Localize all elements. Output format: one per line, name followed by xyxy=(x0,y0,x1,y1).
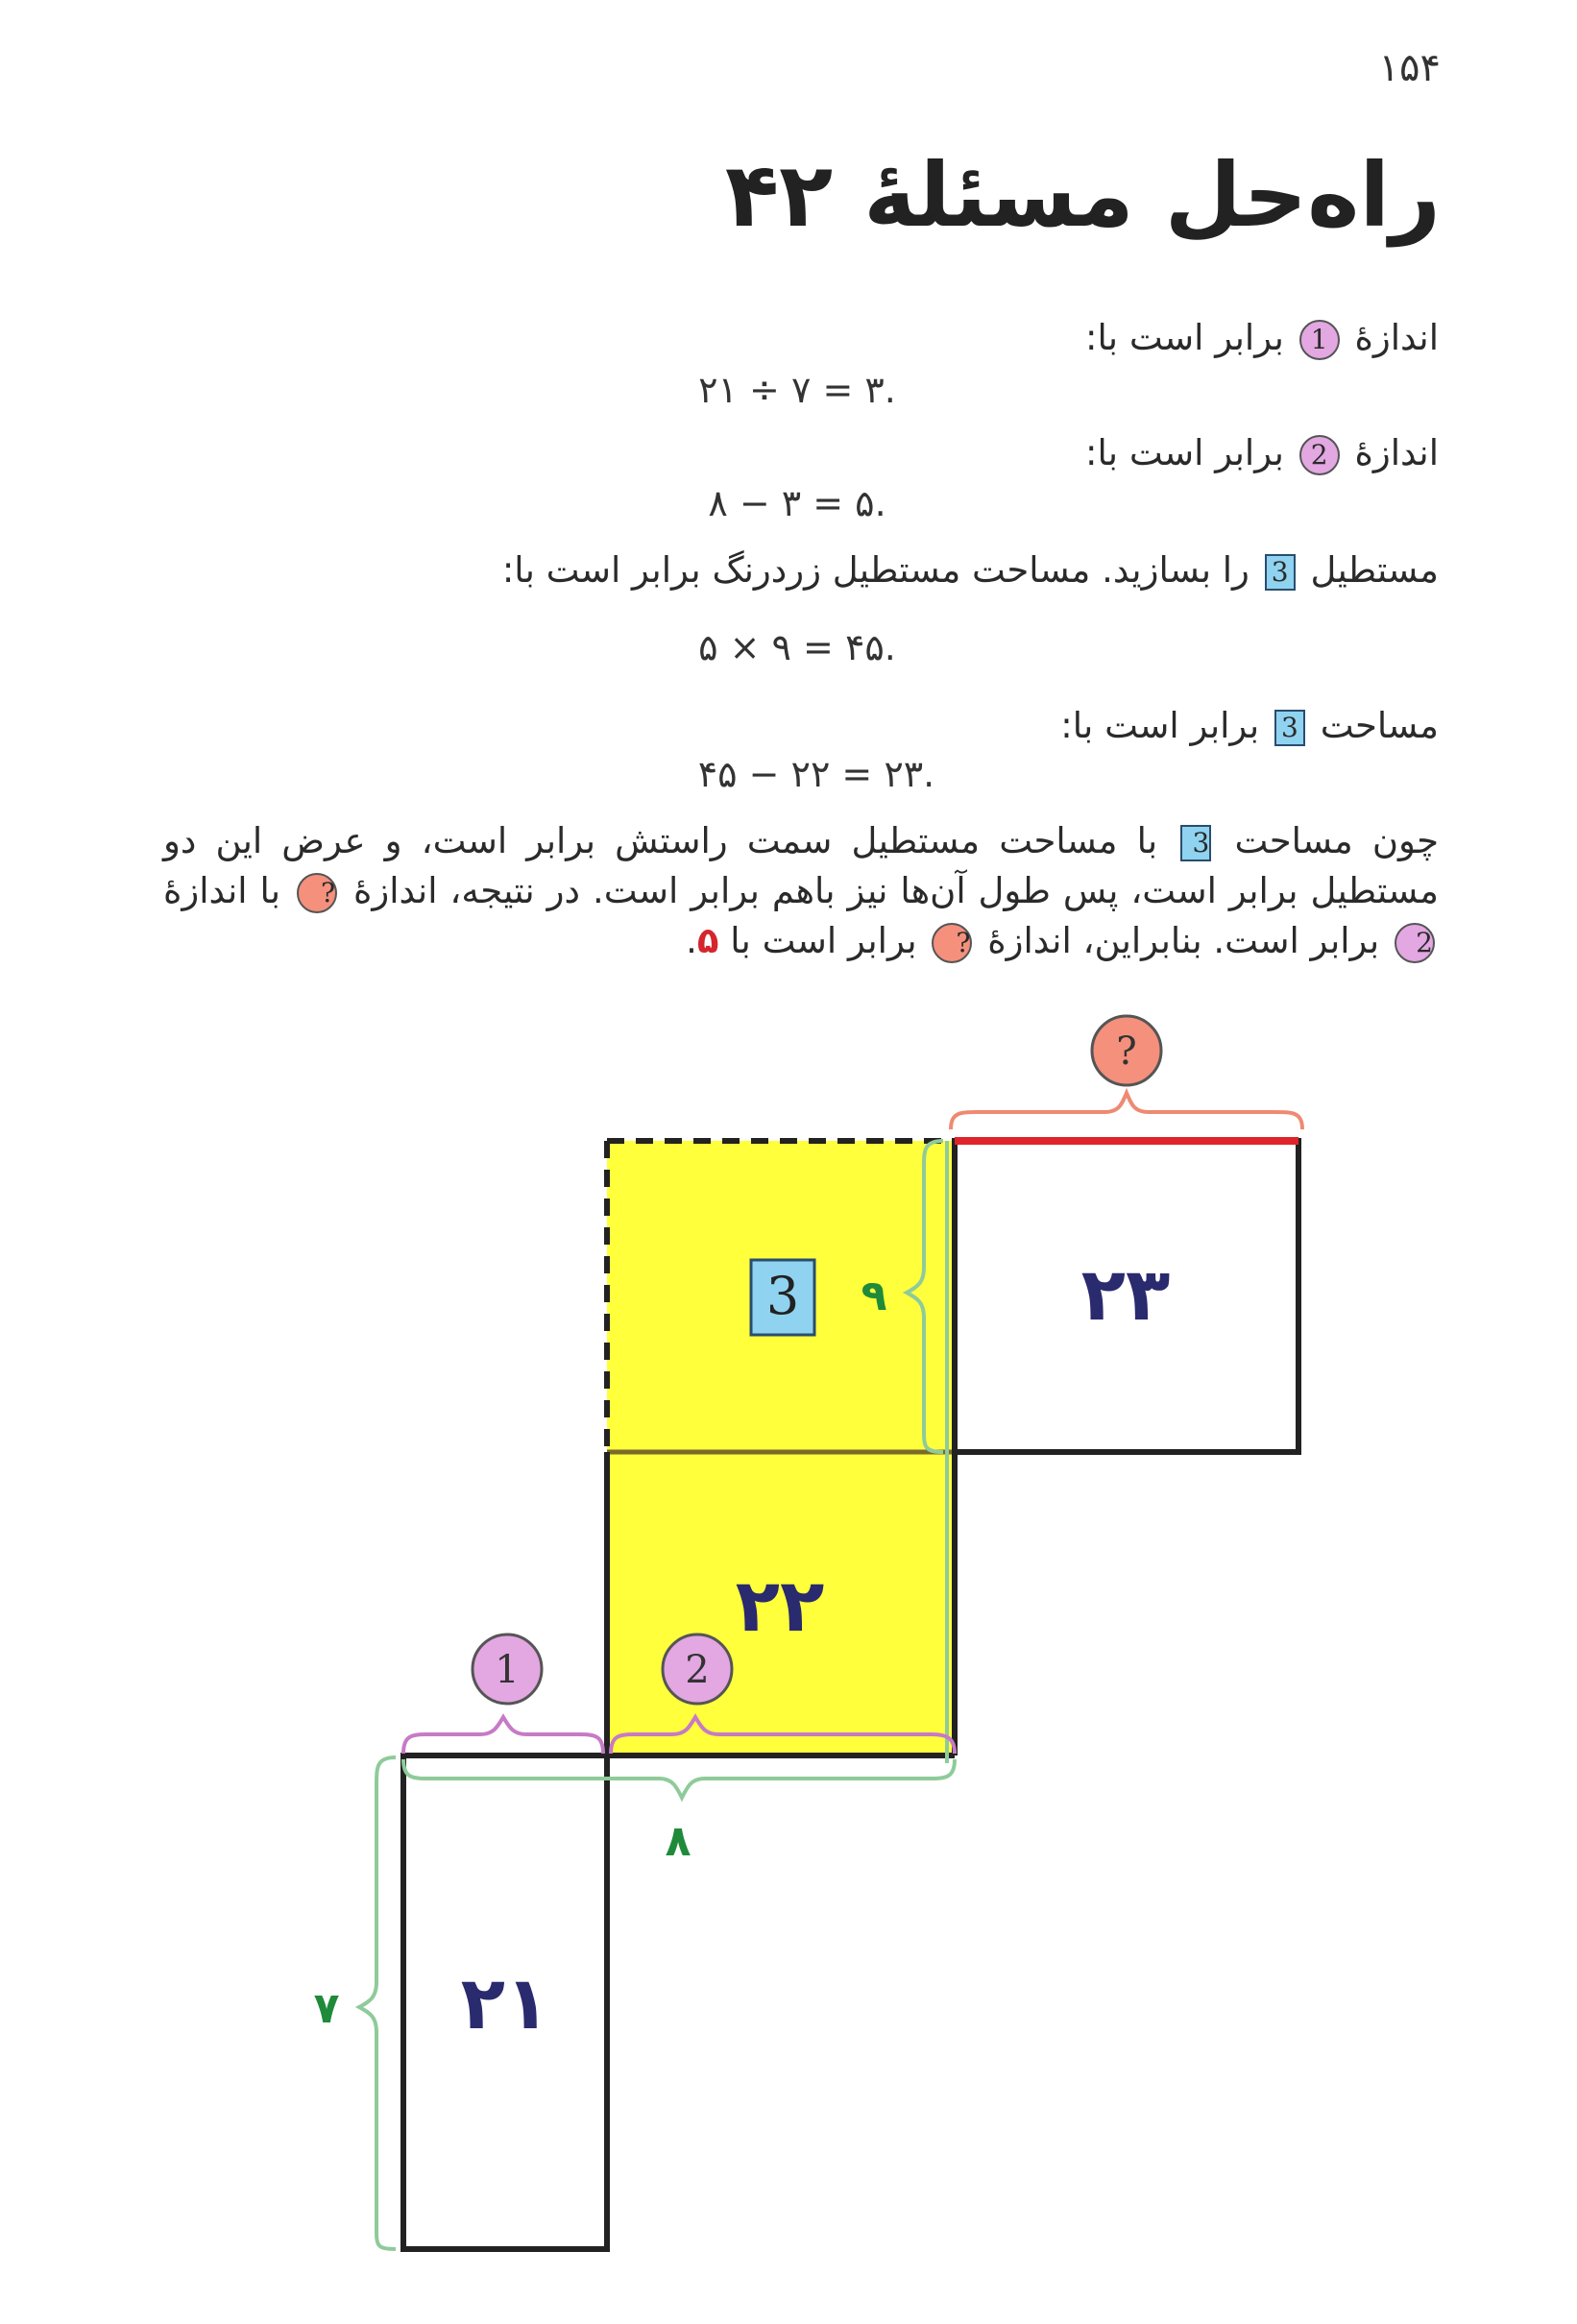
box-3-text: 3 xyxy=(765,1266,800,1326)
para-part-5: برابر است با xyxy=(730,920,917,961)
page-title: راه‌حل مسئلهٔ ۴۲ xyxy=(724,144,1441,247)
line2-before: اندازهٔ xyxy=(1354,432,1439,473)
brace-question xyxy=(951,1093,1302,1129)
badge-1-text: 1 xyxy=(495,1648,520,1692)
para-part-3: با اندازهٔ xyxy=(163,870,281,911)
label-seven: ۷ xyxy=(313,1984,340,2033)
box-3-icon: 3 xyxy=(1180,825,1211,861)
para-part-4: برابر است. بنابراین، اندازهٔ xyxy=(987,920,1380,961)
equation-4: ۴۵ − ۲۲ = ۲۳. xyxy=(697,753,935,795)
line3-after: را بسازید. مساحت مستطیل زردرنگ برابر است با: xyxy=(501,549,1249,591)
question-badge-icon: ? xyxy=(932,923,972,963)
box-3-icon: 3 xyxy=(1274,710,1305,746)
line3-before: مستطیل xyxy=(1310,549,1439,591)
line4-before: مساحت xyxy=(1320,705,1439,746)
equation-1: ۲۱ ÷ ۷ = ۳. xyxy=(698,369,896,411)
equation-2: ۸ − ۳ = ۵. xyxy=(708,482,886,524)
brace-one xyxy=(403,1717,603,1754)
line1-after: برابر است با: xyxy=(1085,317,1284,358)
badge-2-icon: 2 xyxy=(1299,435,1340,475)
line1-before: اندازهٔ xyxy=(1354,317,1439,358)
question-badge-icon: ? xyxy=(297,873,337,913)
line4-after: برابر است با: xyxy=(1060,705,1260,746)
area-21-label: ۲۱ xyxy=(460,1960,550,2046)
area-22-label: ۲۲ xyxy=(735,1562,825,1648)
area-23-label: ۲۳ xyxy=(1080,1251,1171,1337)
question-badge-text: ? xyxy=(1116,1029,1137,1074)
yellow-rectangle xyxy=(607,1141,955,1755)
badge-2-text: 2 xyxy=(685,1648,710,1692)
page-number: ۱۵۴ xyxy=(1378,46,1441,90)
label-eight: ۸ xyxy=(665,1817,691,1866)
label-nine: ۹ xyxy=(861,1271,887,1320)
equation-3: ۵ × ۹ = ۴۵. xyxy=(698,626,896,668)
para-part-1: چون مساحت xyxy=(1234,820,1440,861)
brace-seven xyxy=(359,1757,396,2249)
answer-value: ۵ xyxy=(696,920,719,961)
para-end: . xyxy=(686,920,697,961)
box-3-icon: 3 xyxy=(1265,554,1296,591)
line2-after: برابر است با: xyxy=(1085,432,1284,473)
badge-1-icon: 1 xyxy=(1299,320,1340,360)
para-part-2: با مساحت مستطیل سمت راستش برابر است، و عرض این دو مستطیل برابر است، پس طول آن‌ها نیز باهم برابر است. در نتیجه، اندازهٔ xyxy=(163,820,1439,911)
badge-2-icon: 2 xyxy=(1395,923,1435,963)
